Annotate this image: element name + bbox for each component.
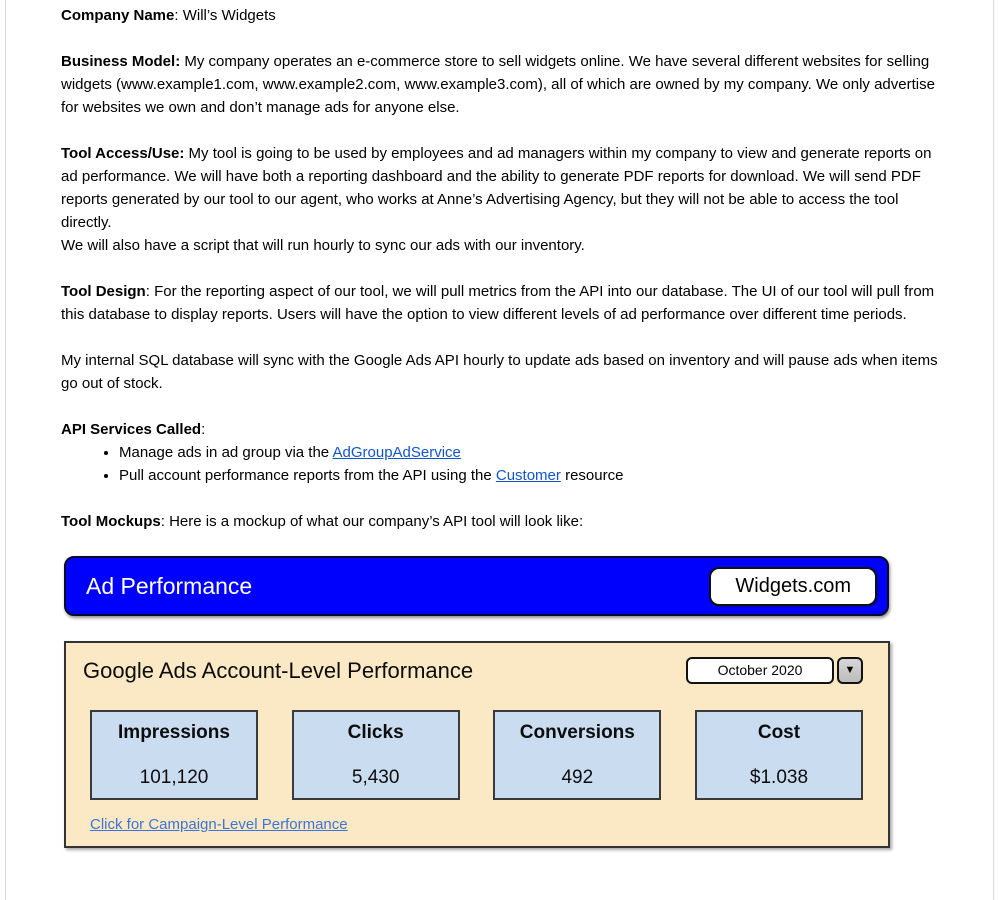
metric-label: Clicks xyxy=(347,722,404,743)
business-model-paragraph xyxy=(61,50,938,119)
metric-value: 492 xyxy=(561,767,594,788)
business-model-label: Business Model: xyxy=(61,53,181,70)
metric-label: Impressions xyxy=(118,722,230,743)
mockup-header-bar xyxy=(64,556,889,616)
business-model-text: My company operates an e-commerce store to sell widgets online. We have several different websites for selling widgets (www.example1.com, www.example2.com, www.example3.com), all of which are owned by my company. We only advertise for websites we own and don’t manage ads for anyone else. xyxy=(61,53,935,116)
metrics-cards-row xyxy=(90,710,863,800)
customer-link[interactable]: Customer xyxy=(495,467,561,484)
metric-label: Cost xyxy=(757,722,801,743)
bullet-2-post: resource xyxy=(560,467,624,484)
chevron-down-icon[interactable]: ▼ xyxy=(837,657,863,684)
date-range-dropdown[interactable] xyxy=(686,657,863,684)
metric-label: Conversions xyxy=(519,722,635,743)
tool-access-text: My tool is going to be used by employees and ad managers within my company to view and generate reports on ad performance. We will have both a reporting dashboard and the ability to generate PDF reports for download. We will send PDF reports generated by our tool to our agent, who works at Anne’s Advertising Agency, but they will not be able to access the tool directly. xyxy=(61,145,932,231)
panel-link-row xyxy=(90,813,863,836)
list-item xyxy=(119,441,938,464)
metric-value: 101,120 xyxy=(139,767,209,788)
metric-value: $1.038 xyxy=(749,767,809,788)
account-performance-panel xyxy=(64,641,890,848)
bullet-2-text: Pull account performance reports from the API using the xyxy=(119,467,496,484)
api-services-heading xyxy=(61,418,938,441)
document-page xyxy=(5,0,994,900)
company-name-label: Company Name xyxy=(61,7,175,24)
campaign-level-link[interactable]: Click for Campaign-Level Performance xyxy=(90,816,348,833)
cost-card xyxy=(695,710,863,800)
metric-value: 5,430 xyxy=(351,767,400,788)
widgets-site-button[interactable]: Widgets.com xyxy=(709,567,877,606)
conversions-card xyxy=(493,710,661,800)
api-services-colon: : xyxy=(201,421,206,438)
tool-access-line2: We will also have a script that will run hourly to sync our ads with our inventory. xyxy=(61,237,585,254)
tool-design-label: Tool Design xyxy=(61,283,146,300)
tool-mockups-label: Tool Mockups xyxy=(61,513,161,530)
tool-access-label: Tool Access/Use: xyxy=(61,145,185,162)
tool-design-paragraph xyxy=(61,280,938,326)
panel-title: Google Ads Account-Level Performance xyxy=(83,658,474,683)
api-services-list xyxy=(61,441,938,487)
tool-mockups-paragraph xyxy=(61,510,938,533)
tool-design-p2-text: My internal SQL database will sync with the Google Ads API hourly to update ads based on inventory and will pause ads when items go out of stock. xyxy=(61,352,938,392)
list-item xyxy=(119,464,938,487)
panel-header-row xyxy=(83,657,863,684)
date-dropdown-value[interactable]: October 2020 xyxy=(686,657,834,684)
mockup-title: Ad Performance xyxy=(86,572,253,599)
impressions-card xyxy=(90,710,258,800)
clicks-card xyxy=(292,710,460,800)
tool-access-paragraph xyxy=(61,142,938,257)
api-services-label: API Services Called xyxy=(61,421,202,438)
bullet-1-text: Manage ads in ad group via the xyxy=(119,444,333,461)
tool-mockups-text: : Here is a mockup of what our company’s API tool will look like: xyxy=(160,513,584,530)
company-name-value: : Will’s Widgets xyxy=(174,7,276,24)
tool-design-paragraph-2 xyxy=(61,349,938,395)
adgroupadservice-link[interactable]: AdGroupAdService xyxy=(332,444,461,461)
company-name-paragraph xyxy=(61,4,938,27)
document-content xyxy=(6,0,993,848)
tool-design-text: : For the reporting aspect of our tool, we will pull metrics from the API into our database. The UI of our tool will pull from this database to display reports. Users will have the option to view different levels of ad performance over different time periods. xyxy=(61,283,935,323)
